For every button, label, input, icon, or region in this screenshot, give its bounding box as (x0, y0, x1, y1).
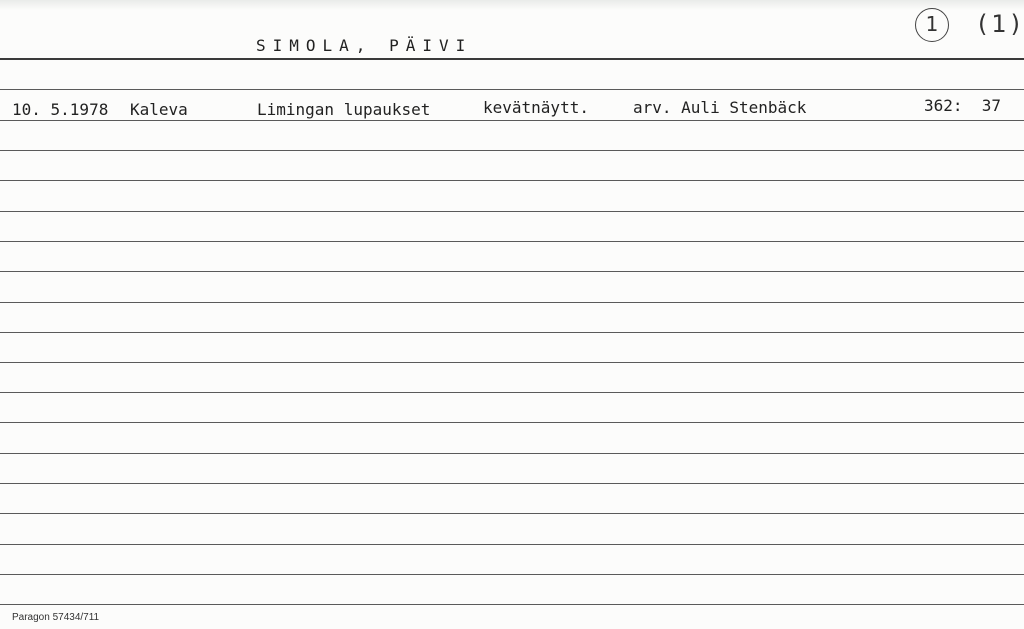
entry-reference: 362: 37 (924, 96, 1002, 115)
card-heading-name: SIMOLA, PÄIVI (256, 36, 473, 55)
entry-reviewer: arv. Auli Stenbäck (633, 98, 807, 117)
entry-title: Limingan lupaukset (257, 100, 431, 119)
ruled-line (0, 150, 1024, 151)
ruled-line (0, 392, 1024, 393)
ruled-line (0, 241, 1024, 242)
ruled-line (0, 544, 1024, 545)
ruled-line (0, 483, 1024, 484)
ruled-line (0, 453, 1024, 454)
ruled-line (0, 332, 1024, 333)
entry-newspaper: Kaleva (130, 100, 188, 119)
ruled-line (0, 422, 1024, 423)
entry-genre: kevätnäytt. (483, 98, 589, 117)
ruled-line (0, 211, 1024, 212)
ruled-line (0, 302, 1024, 303)
ruled-line (0, 604, 1024, 605)
card-top-edge (0, 0, 1024, 10)
header-rule (0, 58, 1024, 60)
ruled-line (0, 271, 1024, 272)
ruled-line (0, 120, 1024, 121)
circled-number-mark: 1 (915, 8, 949, 42)
ruled-line (0, 513, 1024, 514)
entry-date: 10. 5.1978 (12, 100, 109, 119)
ruled-line (0, 362, 1024, 363)
parenthesized-number-mark: (1) (978, 10, 1024, 38)
header-subrule (0, 89, 1024, 90)
ruled-line (0, 574, 1024, 575)
printer-imprint: Paragon 57434/711 (12, 612, 100, 623)
ruled-line (0, 180, 1024, 181)
